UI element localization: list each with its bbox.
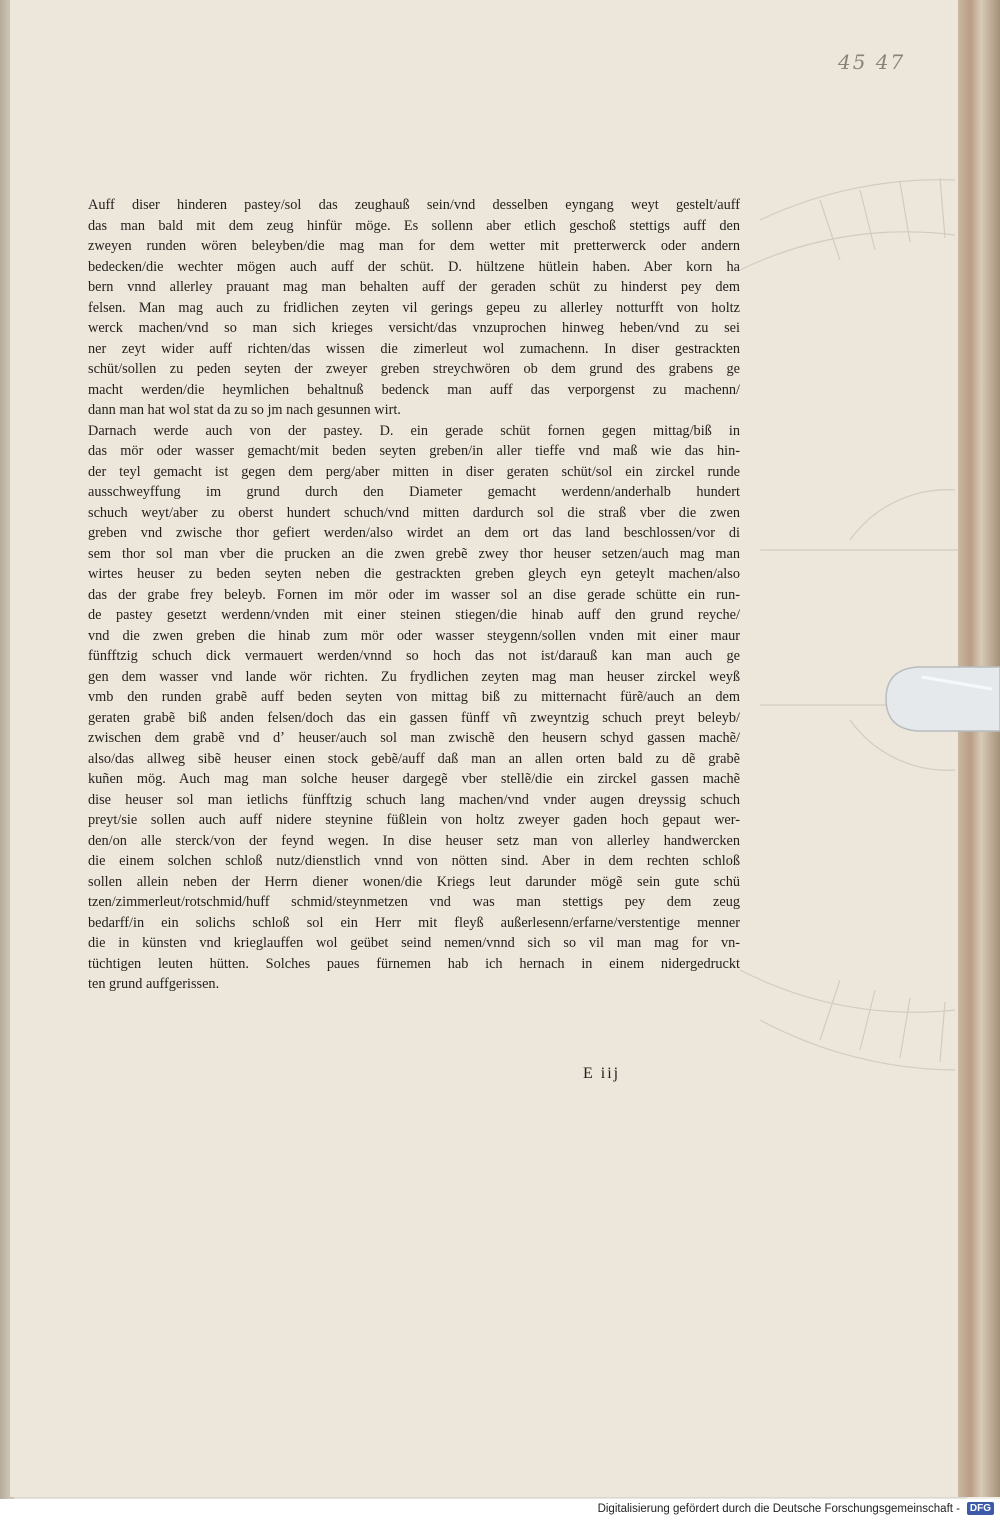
folio-number: 45 47 (838, 50, 906, 74)
page-edges (958, 0, 1000, 1497)
text-line: die in künsten vnd krieglauffen wol geübet seind nemen/vnnd sich so vil man mag for vn- (88, 935, 740, 951)
text-line: kuñen mög. Auch mag man solche heuser dargegẽ vber stellẽ/die ein zirckel gassen machẽ (88, 771, 740, 787)
text-line: macht werden/die heymlichen behaltnuß bedenck man auff das verporgenst zu machenn/ (88, 381, 740, 398)
text-line: greben vnd zwische thor gefiert werden/also wirdet an dem ort das land beschlossen/vor di (88, 525, 740, 541)
text-line: also/das allweg sibẽ heuser einen stock gebẽ/auff daß man an allen orten bald zu dẽ grabẽ (88, 750, 740, 767)
text-line: bern vnnd allerley prauant mag man behalten auff der geraden schüt zu hinderst pey dem (88, 279, 740, 295)
text-block (88, 195, 740, 995)
text-line: den/on alle sterck/von der feynd wegen. In dise heuser setz man von allerley handwercken (88, 832, 740, 849)
text-line: schüt/sollen zu peden seyten der zweyer greben streychwören ob dem grund des grabens ge (88, 361, 740, 377)
text-line: tüchtigen leuten hütten. Solches paues fürnemen hab ich hernach in einem nidergedruckt (88, 955, 740, 972)
text-line: zweyen runden wören beleyben/die mag man for dem wetter mit pretterwerck oder andern (88, 238, 740, 254)
text-line: das man bald mit dem zeug hinfür möge. Es sollenn aber etlich geschoß stettigs auff den (88, 217, 740, 234)
text-line: wirtes heuser zu beden seyten neben die gestrackten greben gleych eyn geteylt machen/also (88, 566, 740, 582)
text-line: sem thor sol man vber die prucken an die zwen grebẽ zwey thor heuser setzen/auch mag man (88, 545, 740, 562)
text-line: fünfftzig schuch dick vermauert werden/vnnd so hoch das not ist/darauß kan man auch ge (88, 648, 740, 664)
text-line: dise heuser sol man ietlichs fünfftzig schuch lang machen/vnd vnder augen dreyssig schuch (88, 791, 740, 808)
text-line: de pastey gesetzt werdenn/vnden mit einer steinen stiegen/die hinab auff den grund reyche/ (88, 607, 740, 623)
text-line: geraten grabẽ biß anden felsen/doch das ein gassen fünff vñ zweyntzig schuch preyt beleyb/ (88, 709, 740, 726)
text-line: der teyl gemacht ist gegen dem perg/aber mitten in diser geraten schüt/sol ein zirckel runde (88, 463, 740, 480)
text-line: preyt/sie sollen auch auff nidere steynine füßlein von holtz zweyer gaden hoch gepaut wer- (88, 812, 740, 828)
text-line: felsen. Man mag auch zu fridlichen zeyten vil gerings gepeu zu allerley notturfft von holtz (88, 299, 740, 316)
text-line: sollen allein neben der Herrn diener wonen/die Kriegs leut darunder mögẽ sein gute schü (88, 873, 740, 890)
text-line: vmb den runden grabẽ auff beden seyten von mittag biß zu mitternacht fürẽ/auch an dem (88, 689, 740, 705)
text-line: das mör oder wasser gemacht/mit beden seyten greben/in aller tieffe vnd maß wie das hin- (88, 443, 740, 459)
text-line: die einem solchen schloß nutz/dienstlich vnnd von nötten sind. Aber in dem rechten schloß (88, 853, 740, 869)
text-line: Darnach werde auch von der pastey. D. ein gerade schüt fornen gegen mittag/biß in (88, 422, 740, 439)
text-line: werck machen/vnd so man sich krieges versicht/das vnzuprochen hinweg heben/vnd zu sei (88, 320, 740, 336)
text-line: schuch weyt/aber zu oberst hundert schuch/vnd mitten dardurch sol die straß vber die zwen (88, 504, 740, 521)
signature-mark: E iij (583, 1065, 621, 1082)
text-line: ner zeyt wider auff richten/das wissen die zimerleut wol zumachenn. In diser gestrackten (88, 340, 740, 357)
footer-credit: Digitalisierung gefördert durch die Deutsche Forschungsgemeinschaft - (597, 1503, 960, 1515)
text-line: bedarff/in ein solichs schloß sol ein Herr mit fleyß außerlesenn/erfarne/verstentige menner (88, 914, 740, 931)
footer-bar (0, 1499, 1000, 1521)
text-line: das der grabe frey beleyb. Fornen im mör oder im wasser sol an dise gerade schütte ein run- (88, 586, 740, 603)
text-line: zwischen dem grabẽ vnd dʼ heuser/auch sol man zwischẽ den heusern schyd gassen machẽ/ (88, 730, 740, 746)
text-line: Auff diser hinderen pastey/sol das zeughauß sein/vnd desselben eyngang weyt gestelt/auff (88, 197, 740, 213)
text-line: ten grund auffgerissen. (88, 976, 220, 992)
text-line: gen dem wasser vnd lande wör richten. Zu frydlichen zeyten mag man heuser zirckel weyß (88, 668, 740, 685)
text-line: vnd die zwen greben die hinab zum mör oder wasser steygenn/sollen vnden mit einer maur (88, 627, 740, 644)
text-line: tzen/zimmerleut/rotschmid/huff schmid/steynmetzen vnd was man stettigs pey dem zeug (88, 894, 740, 910)
text-line: ausschweyffung im grund durch den Diameter gemacht werdenn/anderhalb hundert (88, 484, 740, 500)
text-line: bedecken/die wechter mögen auch auff der schüt. D. hültzene hütlein haben. Aber korn ha (88, 258, 740, 275)
dfg-logo: DFG (967, 1502, 994, 1515)
text-line: dann man hat wol stat da zu so jm nach gesunnen wirt. (88, 402, 401, 418)
